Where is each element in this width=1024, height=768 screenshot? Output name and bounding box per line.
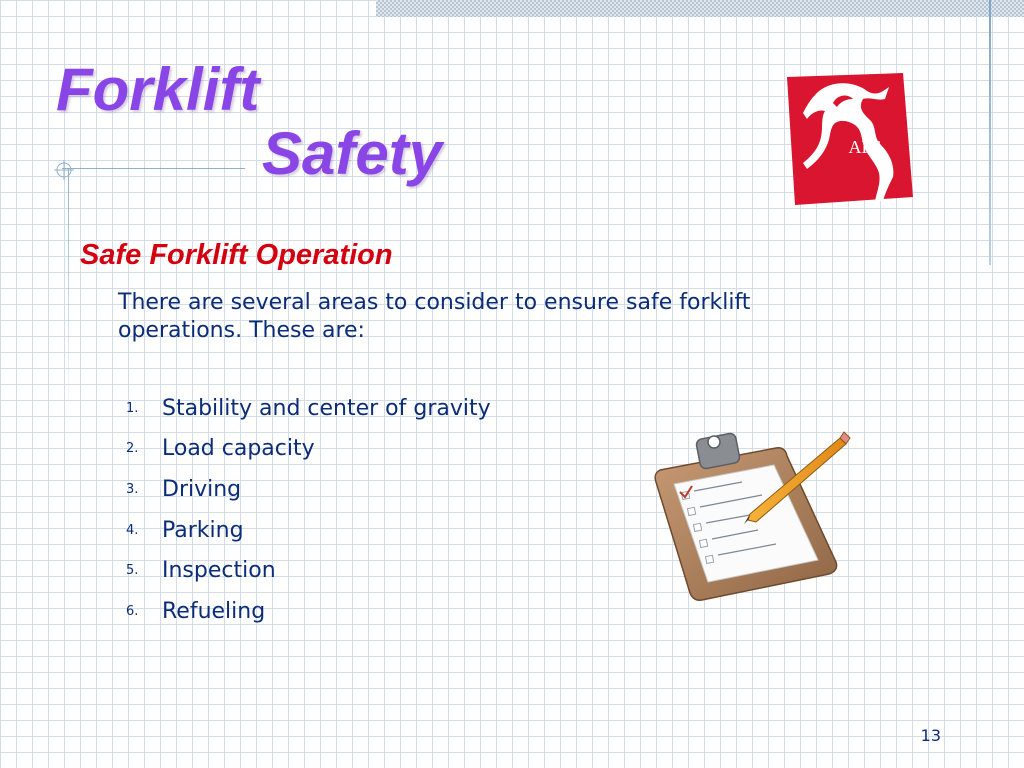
list-item: [126, 429, 491, 470]
list-item-number: 6.: [126, 603, 139, 619]
list-item-label: Parking: [162, 517, 244, 543]
list-item-label: Load capacity: [162, 436, 315, 462]
list-item-label: Inspection: [162, 558, 276, 584]
list-item: [126, 388, 491, 429]
list-item-number: 5.: [126, 563, 139, 579]
list-item: [126, 510, 491, 551]
list-item-label: Stability and center of gravity: [162, 395, 491, 421]
clipboard-checklist-icon: [652, 430, 852, 606]
list-item-number: 2.: [126, 441, 139, 457]
left-decorative-line: [68, 168, 69, 418]
section-heading: Safe Forklift Operation: [80, 239, 393, 271]
slide-title-line-2: Safety: [262, 120, 443, 187]
slide-title-line-1: Forklift: [56, 56, 260, 123]
list-item: [126, 550, 491, 591]
title-divider-line: [62, 168, 245, 169]
aps-logo-text: APS: [848, 137, 882, 157]
list-item: [126, 591, 491, 632]
list-item-label: Refueling: [162, 598, 266, 624]
right-decorative-line: [989, 0, 991, 265]
list-item-number: 3.: [126, 481, 139, 497]
list-item-label: Driving: [162, 476, 242, 502]
page-number: 13: [920, 726, 941, 745]
intro-paragraph: There are several areas to consider to ensure safe forklift operations. These are:: [118, 290, 751, 343]
list-item: [126, 469, 491, 510]
aps-logo-icon: [785, 73, 913, 205]
top-decorative-band: [376, 0, 1024, 17]
safety-areas-list: [126, 388, 491, 632]
crosshair-ornament-icon: [54, 160, 74, 180]
list-item-number: 4.: [126, 522, 139, 538]
list-item-number: 1.: [126, 400, 139, 416]
